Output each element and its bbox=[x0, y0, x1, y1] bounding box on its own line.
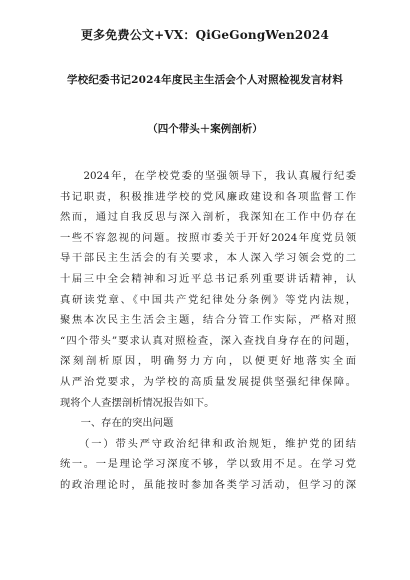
paragraph-line: 十届三中全会精神和习近平总书记系列重要讲话精神，认 bbox=[60, 272, 356, 285]
document-body bbox=[60, 166, 356, 496]
paragraph-line: 然而，通过自我反思与深入剖析，我深知在工作中仍存在 bbox=[60, 211, 356, 224]
paragraph-line: 从严治党要求，为学校的高质量发展提供坚强纪律保障。 bbox=[60, 375, 356, 388]
paragraph-line: 真研读党章、《中国共产党纪律处分条例》等党内法规， bbox=[60, 293, 356, 306]
paragraph-line: 2024年，在学校党委的坚强领导下，我认真履行纪委 bbox=[60, 170, 356, 182]
subsection-line: 的政治理论时，虽能按时参加各类学习活动，但学习的深 bbox=[60, 478, 356, 491]
paragraph-line: 聚焦本次民主生活会主题，结合分管工作实际，严格对照 bbox=[60, 314, 356, 327]
paragraph-line: 一些不容忽视的问题。按照市委关于开好2024年度党员领 bbox=[60, 231, 356, 244]
promo-header: 更多免费公文+VX：QiGeGongWen2024 bbox=[80, 28, 330, 42]
paragraph-line: “四个带头”要求认真对照检查，深入查找自身存在的问题， bbox=[60, 334, 356, 347]
paragraph-line: 深刻剖析原因，明确努力方向，以便更好地落实全面 bbox=[60, 355, 356, 368]
paragraph-line: 书记职责，积极推进学校的党风廉政建设和各项监督工作 bbox=[60, 190, 356, 203]
paragraph-line: 导干部民主生活会的有关要求，本人深入学习领会党的二 bbox=[60, 252, 356, 265]
subsection-line: （一）带头严守政治纪律和政治规矩，维护党的团结 bbox=[60, 437, 356, 450]
document-subtitle: （四个带头＋案例剖析） bbox=[147, 123, 263, 135]
document-title: 学校纪委书记2024年度民主生活会个人对照检视发言材料 bbox=[66, 74, 344, 86]
paragraph-line: 现将个人查摆剖析情况报告如下。 bbox=[60, 396, 215, 409]
subsection-line: 统一。一是理论学习深度不够，学以致用不足。在学习党 bbox=[60, 458, 356, 471]
section-heading: 一、存在的突出问题 bbox=[60, 417, 174, 430]
